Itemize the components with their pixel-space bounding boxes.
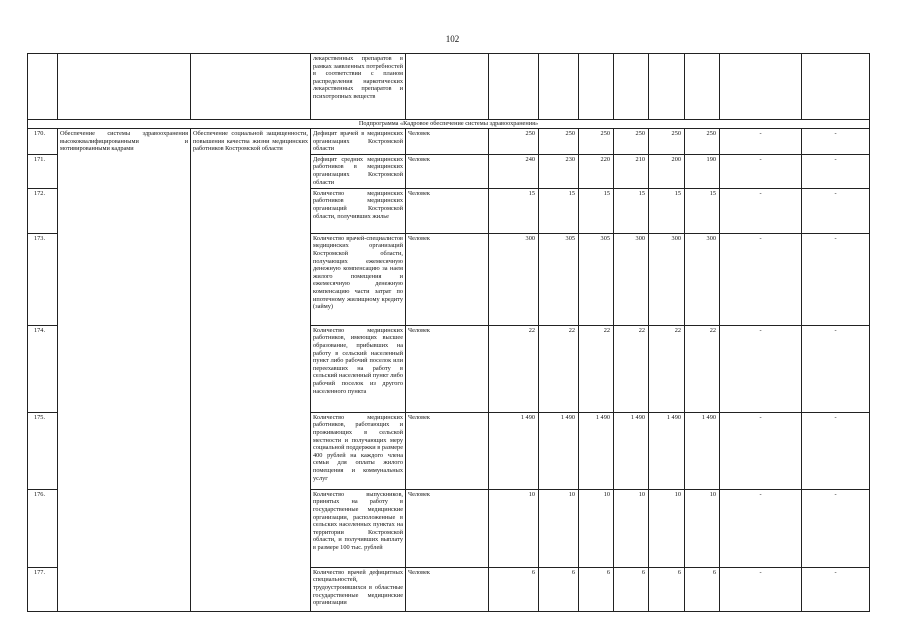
value-cell: 15 bbox=[489, 188, 539, 233]
value-cell: 15 bbox=[685, 188, 720, 233]
unit-cell: Человек bbox=[406, 412, 489, 489]
continued-indicator: лекарственных препаратов в рамках заявленных потребностей в соответствии с планом распределения наркотических лекарственных препаратов и психотропных веществ bbox=[311, 54, 406, 120]
value-cell: 22 bbox=[579, 325, 614, 412]
dash-cell: - bbox=[802, 233, 870, 325]
value-cell: 1 490 bbox=[614, 412, 649, 489]
row-number: 172. bbox=[28, 188, 58, 233]
indicator-cell: Дефицит врачей в медицинских организациях Костромской области bbox=[311, 129, 406, 155]
page-number: 102 bbox=[445, 34, 460, 44]
value-cell: 15 bbox=[614, 188, 649, 233]
continued-row bbox=[28, 54, 870, 120]
unit-cell: Человек bbox=[406, 567, 489, 611]
unit-cell: Человек bbox=[406, 129, 489, 155]
value-cell: 240 bbox=[489, 154, 539, 188]
value-cell: 250 bbox=[649, 129, 685, 155]
indicator-cell: Количество медицинских работников, работающих и проживающих в сельской местности и получающих меру социальной поддержки в размере 400 рублей на каждого члена семьи для оплаты жилого помещения и коммунальных услуг bbox=[311, 412, 406, 489]
value-cell: 22 bbox=[614, 325, 649, 412]
value-cell: 22 bbox=[489, 325, 539, 412]
value-cell: 300 bbox=[685, 233, 720, 325]
value-cell: 250 bbox=[685, 129, 720, 155]
value-cell: 15 bbox=[579, 188, 614, 233]
table-row bbox=[28, 129, 870, 155]
value-cell: 22 bbox=[649, 325, 685, 412]
value-cell: 190 bbox=[685, 154, 720, 188]
value-cell: 1 490 bbox=[539, 412, 579, 489]
dash-cell: - bbox=[720, 233, 802, 325]
value-cell: 6 bbox=[685, 567, 720, 611]
value-cell: 15 bbox=[649, 188, 685, 233]
dash-cell: - bbox=[720, 325, 802, 412]
row-number: 171. bbox=[28, 154, 58, 188]
unit-cell: Человек bbox=[406, 188, 489, 233]
indicator-cell: Количество медицинских работников медицинских организаций Костромской области, получивших жилье bbox=[311, 188, 406, 233]
dash-cell: - bbox=[802, 412, 870, 489]
value-cell: 1 490 bbox=[649, 412, 685, 489]
dash-cell: - bbox=[720, 412, 802, 489]
dash-cell: - bbox=[720, 489, 802, 567]
value-cell: 10 bbox=[614, 489, 649, 567]
dash-cell: - bbox=[720, 154, 802, 188]
value-cell: 10 bbox=[539, 489, 579, 567]
value-cell: 300 bbox=[489, 233, 539, 325]
value-cell: 6 bbox=[649, 567, 685, 611]
value-cell: 300 bbox=[614, 233, 649, 325]
value-cell: 230 bbox=[539, 154, 579, 188]
indicator-cell: Количество медицинских работников, имеющих высшее образование, прибывших на работу в сельский населенный пункт либо рабочий поселок или переехавших на работу в сельский населенный пункт либо рабочий поселок из другого населенного пункта bbox=[311, 325, 406, 412]
dash-cell: - bbox=[720, 129, 802, 155]
value-cell: 10 bbox=[649, 489, 685, 567]
goal-cell: Обеспечение социальной защищенности, повышения качества жизни медицинских работников Костромской области bbox=[191, 129, 311, 612]
value-cell: 15 bbox=[539, 188, 579, 233]
dash-cell: - bbox=[802, 567, 870, 611]
indicator-cell: Количество врачей-специалистов медицинских организаций Костромской области, получающих ежемесячную денежную компенсацию за наем жилого помещения и ежемесячную денежную компенсацию части затрат по ипотечному жилищному кредиту (займу) bbox=[311, 233, 406, 325]
value-cell: 1 490 bbox=[685, 412, 720, 489]
value-cell: 1 490 bbox=[579, 412, 614, 489]
dash-cell: - bbox=[720, 567, 802, 611]
value-cell: 210 bbox=[614, 154, 649, 188]
indicator-cell: Количество врачей дефицитных специальностей, трудоустроившихся в областные государственные медицинские организации bbox=[311, 567, 406, 611]
dash-cell: - bbox=[802, 489, 870, 567]
value-cell: 10 bbox=[579, 489, 614, 567]
row-number: 173. bbox=[28, 233, 58, 325]
row-number: 170. bbox=[28, 129, 58, 155]
value-cell: 10 bbox=[685, 489, 720, 567]
unit-cell: Человек bbox=[406, 325, 489, 412]
dash-cell: - bbox=[802, 325, 870, 412]
value-cell: 300 bbox=[649, 233, 685, 325]
row-number: 175. bbox=[28, 412, 58, 489]
value-cell: 305 bbox=[579, 233, 614, 325]
unit-cell: Человек bbox=[406, 489, 489, 567]
value-cell: 6 bbox=[614, 567, 649, 611]
value-cell: 305 bbox=[539, 233, 579, 325]
unit-cell: Человек bbox=[406, 233, 489, 325]
indicator-cell: Дефицит средних медицинских работников в медицинских организациях Костромской области bbox=[311, 154, 406, 188]
value-cell: 10 bbox=[489, 489, 539, 567]
row-number: 176. bbox=[28, 489, 58, 567]
value-cell: 6 bbox=[489, 567, 539, 611]
value-cell: 250 bbox=[579, 129, 614, 155]
value-cell: 6 bbox=[579, 567, 614, 611]
dash-cell: - bbox=[802, 188, 870, 233]
dash-cell: - bbox=[720, 188, 802, 233]
value-cell: 250 bbox=[489, 129, 539, 155]
value-cell: 250 bbox=[614, 129, 649, 155]
value-cell: 200 bbox=[649, 154, 685, 188]
dash-cell: - bbox=[802, 154, 870, 188]
value-cell: 6 bbox=[539, 567, 579, 611]
indicator-cell: Количество выпускников, принятых на работу в государственные медицинские организации, расположенные в сельских населенных пунктах на территории Костромской области, и получивших выплату в размере 100 тыс. рублей bbox=[311, 489, 406, 567]
row-number: 174. bbox=[28, 325, 58, 412]
task-cell: Обеспечение системы здравоохранения высококвалифицированными и мотивированными кадрами bbox=[58, 129, 191, 612]
value-cell: 22 bbox=[685, 325, 720, 412]
subprogram-title: Подпрограмма «Кадровое обеспечение системы здравоохранения» bbox=[28, 120, 870, 129]
indicators-table bbox=[27, 53, 870, 612]
value-cell: 250 bbox=[539, 129, 579, 155]
value-cell: 1 490 bbox=[489, 412, 539, 489]
value-cell: 22 bbox=[539, 325, 579, 412]
dash-cell: - bbox=[802, 129, 870, 155]
subprogram-row bbox=[28, 120, 870, 129]
unit-cell: Человек bbox=[406, 154, 489, 188]
value-cell: 220 bbox=[579, 154, 614, 188]
row-number: 177. bbox=[28, 567, 58, 611]
